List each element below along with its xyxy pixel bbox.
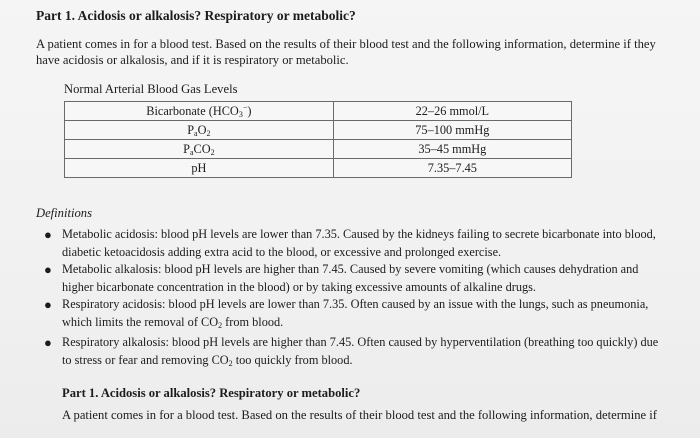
value-cell: 7.35–7.45 <box>333 159 571 178</box>
table-row <box>65 121 572 140</box>
list-item: ● Metabolic acidosis: blood pH levels are lower than 7.35. Caused by the kidneys failing to secrete bicarbonate into blood, diabetic ketoacidosis adding extra acid to the blood, or excessive and prolonged exercise. <box>44 227 656 259</box>
parameter-cell: Bicarbonate $(HCO_3^-)$ <box>65 102 334 121</box>
bullet-icon: ● <box>44 297 52 312</box>
parameter-cell: $P_aO_2$ <box>65 121 334 140</box>
bullet-icon: ● <box>44 335 52 350</box>
repeated-intro: A patient comes in for a blood test. Based on the results of their blood test and the following information, determine if <box>62 408 657 422</box>
table-row <box>65 140 572 159</box>
table-row <box>65 159 572 178</box>
parameter-cell: pH <box>65 159 334 178</box>
intro-paragraph: A patient comes in for a blood test. Based on the results of their blood test and the following information, determine if they have acidosis or alkalosis, and if it is respiratory or metabolic. <box>36 37 656 67</box>
part-title: Part 1. Acidosis or alkalosis? Respiratory or metabolic? <box>36 8 356 23</box>
blood-gas-table <box>64 101 572 178</box>
definitions-list <box>38 226 668 372</box>
value-cell: 75–100 mmHg <box>333 121 571 140</box>
bullet-icon: ● <box>44 227 52 242</box>
value-cell: 22–26 mmol/L <box>333 102 571 121</box>
table-caption: Normal Arterial Blood Gas Levels <box>64 82 238 96</box>
value-cell: 35–45 mmHg <box>333 140 571 159</box>
list-item: ● Respiratory acidosis: blood pH levels are lower than 7.35. Often caused by an issue with the lungs, such as pneumonia, which limits the removal of $CO_2$ from blood. <box>44 297 649 330</box>
definitions-heading: Definitions <box>36 206 92 220</box>
parameter-cell: $P_aCO_2$ <box>65 140 334 159</box>
list-item: ● Respiratory alkalosis: blood pH levels are higher than 7.45. Often caused by hyperventilation (breathing too quickly) due to stress or fear and removing $CO_2$ too quickly from blood. <box>44 335 659 368</box>
table-row <box>65 102 572 121</box>
repeated-part-title: Part 1. Acidosis or alkalosis? Respiratory or metabolic? <box>62 386 361 400</box>
bullet-icon: ● <box>44 262 52 277</box>
list-item: ● Metabolic alkalosis: blood pH levels are higher than 7.45. Caused by severe vomiting (which causes dehydration and higher bicarbonate concentration in the blood) or by taking excessive amounts of alkaline drugs. <box>44 262 639 294</box>
